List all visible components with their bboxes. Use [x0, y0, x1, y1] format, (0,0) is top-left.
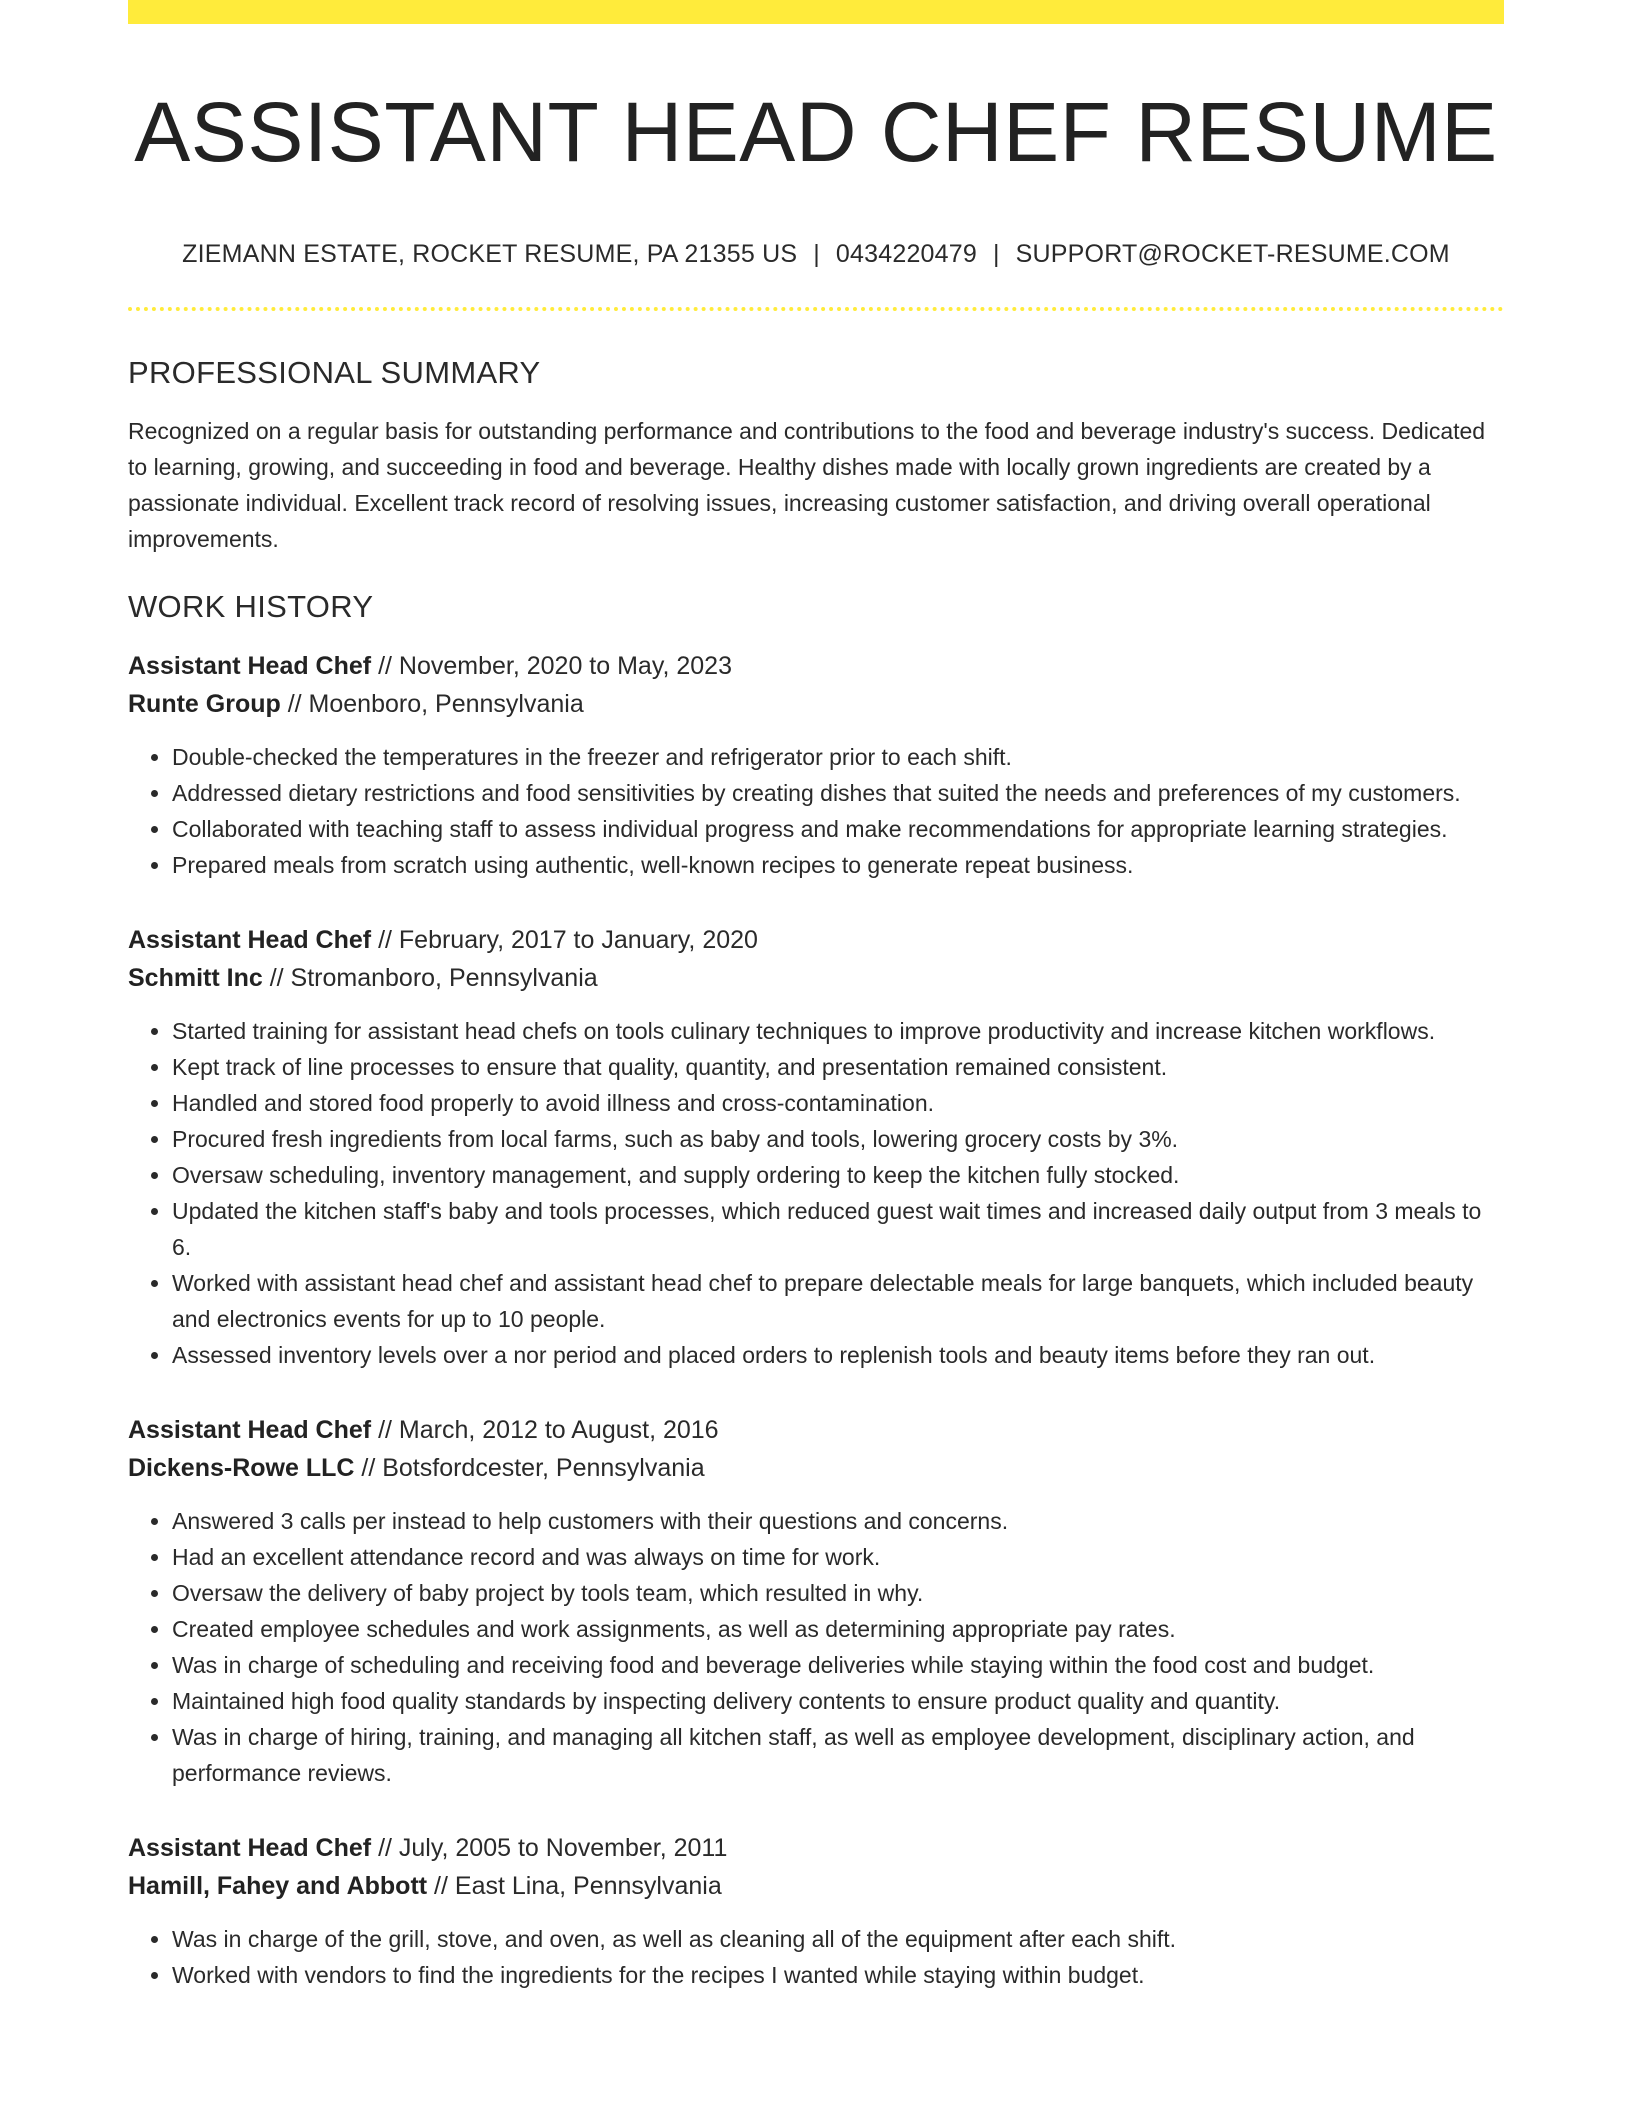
- job-bullet: • Created employee schedules and work assignments, as well as determining appropriate pay rates.: [172, 1611, 1504, 1647]
- job-bullet: • Worked with assistant head chef and assistant head chef to prepare delectable meals for large banquets, which included beauty and electronics events for up to 10 people.: [172, 1265, 1504, 1337]
- job-bullet: • Was in charge of the grill, stove, and oven, as well as cleaning all of the equipment after each shift.: [172, 1921, 1504, 1957]
- job-bullet: • Was in charge of scheduling and receiving food and beverage deliveries while staying within the food cost and budget.: [172, 1647, 1504, 1683]
- job-bullet: • Started training for assistant head chefs on tools culinary techniques to improve productivity and increase kitchen workflows.: [172, 1013, 1504, 1049]
- resume-page: [128, 0, 1504, 1993]
- job-company-line: [128, 685, 1504, 723]
- job-title-line: [128, 1411, 1504, 1449]
- job-bullet: • Updated the kitchen staff's baby and tools processes, which reduced guest wait times and increased daily output from 3 meals to 6.: [172, 1193, 1504, 1265]
- job-title: Assistant Head Chef: [128, 926, 372, 955]
- header-divider: [128, 307, 1504, 311]
- job-dates: // July, 2005 to November, 2011: [371, 1834, 728, 1863]
- job-company: Runte Group: [128, 690, 281, 719]
- job-company: Hamill, Fahey and Abbott: [128, 1872, 428, 1901]
- job-bullet: • Answered 3 calls per instead to help customers with their questions and concerns.: [172, 1503, 1504, 1539]
- contact-phone: 0434220479: [835, 240, 977, 269]
- job-title: Assistant Head Chef: [128, 1834, 372, 1863]
- summary-text: Recognized on a regular basis for outstanding performance and contributions to the food and beverage industry's success. Dedicated to learning, growing, and succeeding in food and beverage. Healthy dishes made with locally grown ingredients are created by a passionate individual. Excellent track record of resolving issues, increasing customer satisfaction, and driving overall operational improvements.: [128, 418, 1486, 553]
- job-title: Assistant Head Chef: [128, 1416, 372, 1445]
- job-bullet: • Collaborated with teaching staff to assess individual progress and make recommendations for appropriate learning strategies.: [172, 811, 1504, 847]
- job-title-line: [128, 1829, 1504, 1867]
- job-company-line: [128, 959, 1504, 997]
- top-accent-bar: [128, 0, 1504, 24]
- job-title: Assistant Head Chef: [128, 652, 372, 681]
- contact-separator: |: [813, 240, 820, 269]
- job-bullet: • Double-checked the temperatures in the freezer and refrigerator prior to each shift.: [172, 739, 1504, 775]
- job-bullets: [128, 1921, 1504, 1993]
- job-location: // Stromanboro, Pennsylvania: [262, 964, 598, 993]
- job-bullets: [128, 1013, 1504, 1373]
- job-bullet: • Procured fresh ingredients from local farms, such as baby and tools, lowering grocery costs by 3%.: [172, 1121, 1504, 1157]
- job-company: Schmitt Inc: [128, 964, 263, 993]
- work-history-heading: WORK HISTORY: [128, 589, 374, 625]
- job-bullet: • Had an excellent attendance record and was always on time for work.: [172, 1539, 1504, 1575]
- job-company-line: [128, 1867, 1504, 1905]
- job-company: Dickens-Rowe LLC: [128, 1454, 355, 1483]
- work-history-list: [128, 647, 1504, 1993]
- contact-line: [128, 240, 1504, 269]
- job-bullet: • Was in charge of hiring, training, and managing all kitchen staff, as well as employee development, disciplinary action, and performance reviews.: [172, 1719, 1504, 1791]
- job-bullet: • Oversaw scheduling, inventory management, and supply ordering to keep the kitchen fully stocked.: [172, 1157, 1504, 1193]
- job-location: // Botsfordcester, Pennsylvania: [354, 1454, 705, 1483]
- resume-title: ASSISTANT HEAD CHEF RESUME: [134, 85, 1498, 179]
- job-bullet: • Prepared meals from scratch using authentic, well-known recipes to generate repeat business.: [172, 847, 1504, 883]
- job-company-line: [128, 1449, 1504, 1487]
- job-location: // Moenboro, Pennsylvania: [280, 690, 584, 719]
- job-title-line: [128, 921, 1504, 959]
- contact-email[interactable]: SUPPORT@ROCKET-RESUME.COM: [1015, 240, 1450, 269]
- job-entry: [128, 647, 1504, 883]
- job-dates: // February, 2017 to January, 2020: [371, 926, 758, 955]
- contact-separator: |: [992, 240, 1000, 269]
- job-bullet: • Oversaw the delivery of baby project by tools team, which resulted in why.: [172, 1575, 1504, 1611]
- job-bullet: • Maintained high food quality standards by inspecting delivery contents to ensure product quality and quantity.: [172, 1683, 1504, 1719]
- contact-address: ZIEMANN ESTATE, ROCKET RESUME, PA 21355 US: [182, 240, 798, 269]
- job-location: // East Lina, Pennsylvania: [427, 1872, 722, 1901]
- job-bullet: • Addressed dietary restrictions and food sensitivities by creating dishes that suited the needs and preferences of my customers.: [172, 775, 1504, 811]
- job-title-line: [128, 647, 1504, 685]
- job-bullet: • Handled and stored food properly to avoid illness and cross-contamination.: [172, 1085, 1504, 1121]
- job-dates: // March, 2012 to August, 2016: [371, 1416, 719, 1445]
- job-entry: [128, 921, 1504, 1373]
- job-dates: // November, 2020 to May, 2023: [371, 652, 732, 681]
- job-bullets: [128, 739, 1504, 883]
- job-bullet: • Kept track of line processes to ensure that quality, quantity, and presentation remained consistent.: [172, 1049, 1504, 1085]
- job-bullets: [128, 1503, 1504, 1791]
- job-bullet: • Assessed inventory levels over a nor period and placed orders to replenish tools and beauty items before they ran out.: [172, 1337, 1504, 1373]
- job-entry: [128, 1411, 1504, 1791]
- job-entry: [128, 1829, 1504, 1993]
- summary-heading: PROFESSIONAL SUMMARY: [128, 355, 541, 391]
- job-bullet: • Worked with vendors to find the ingredients for the recipes I wanted while staying within budget.: [172, 1957, 1504, 1993]
